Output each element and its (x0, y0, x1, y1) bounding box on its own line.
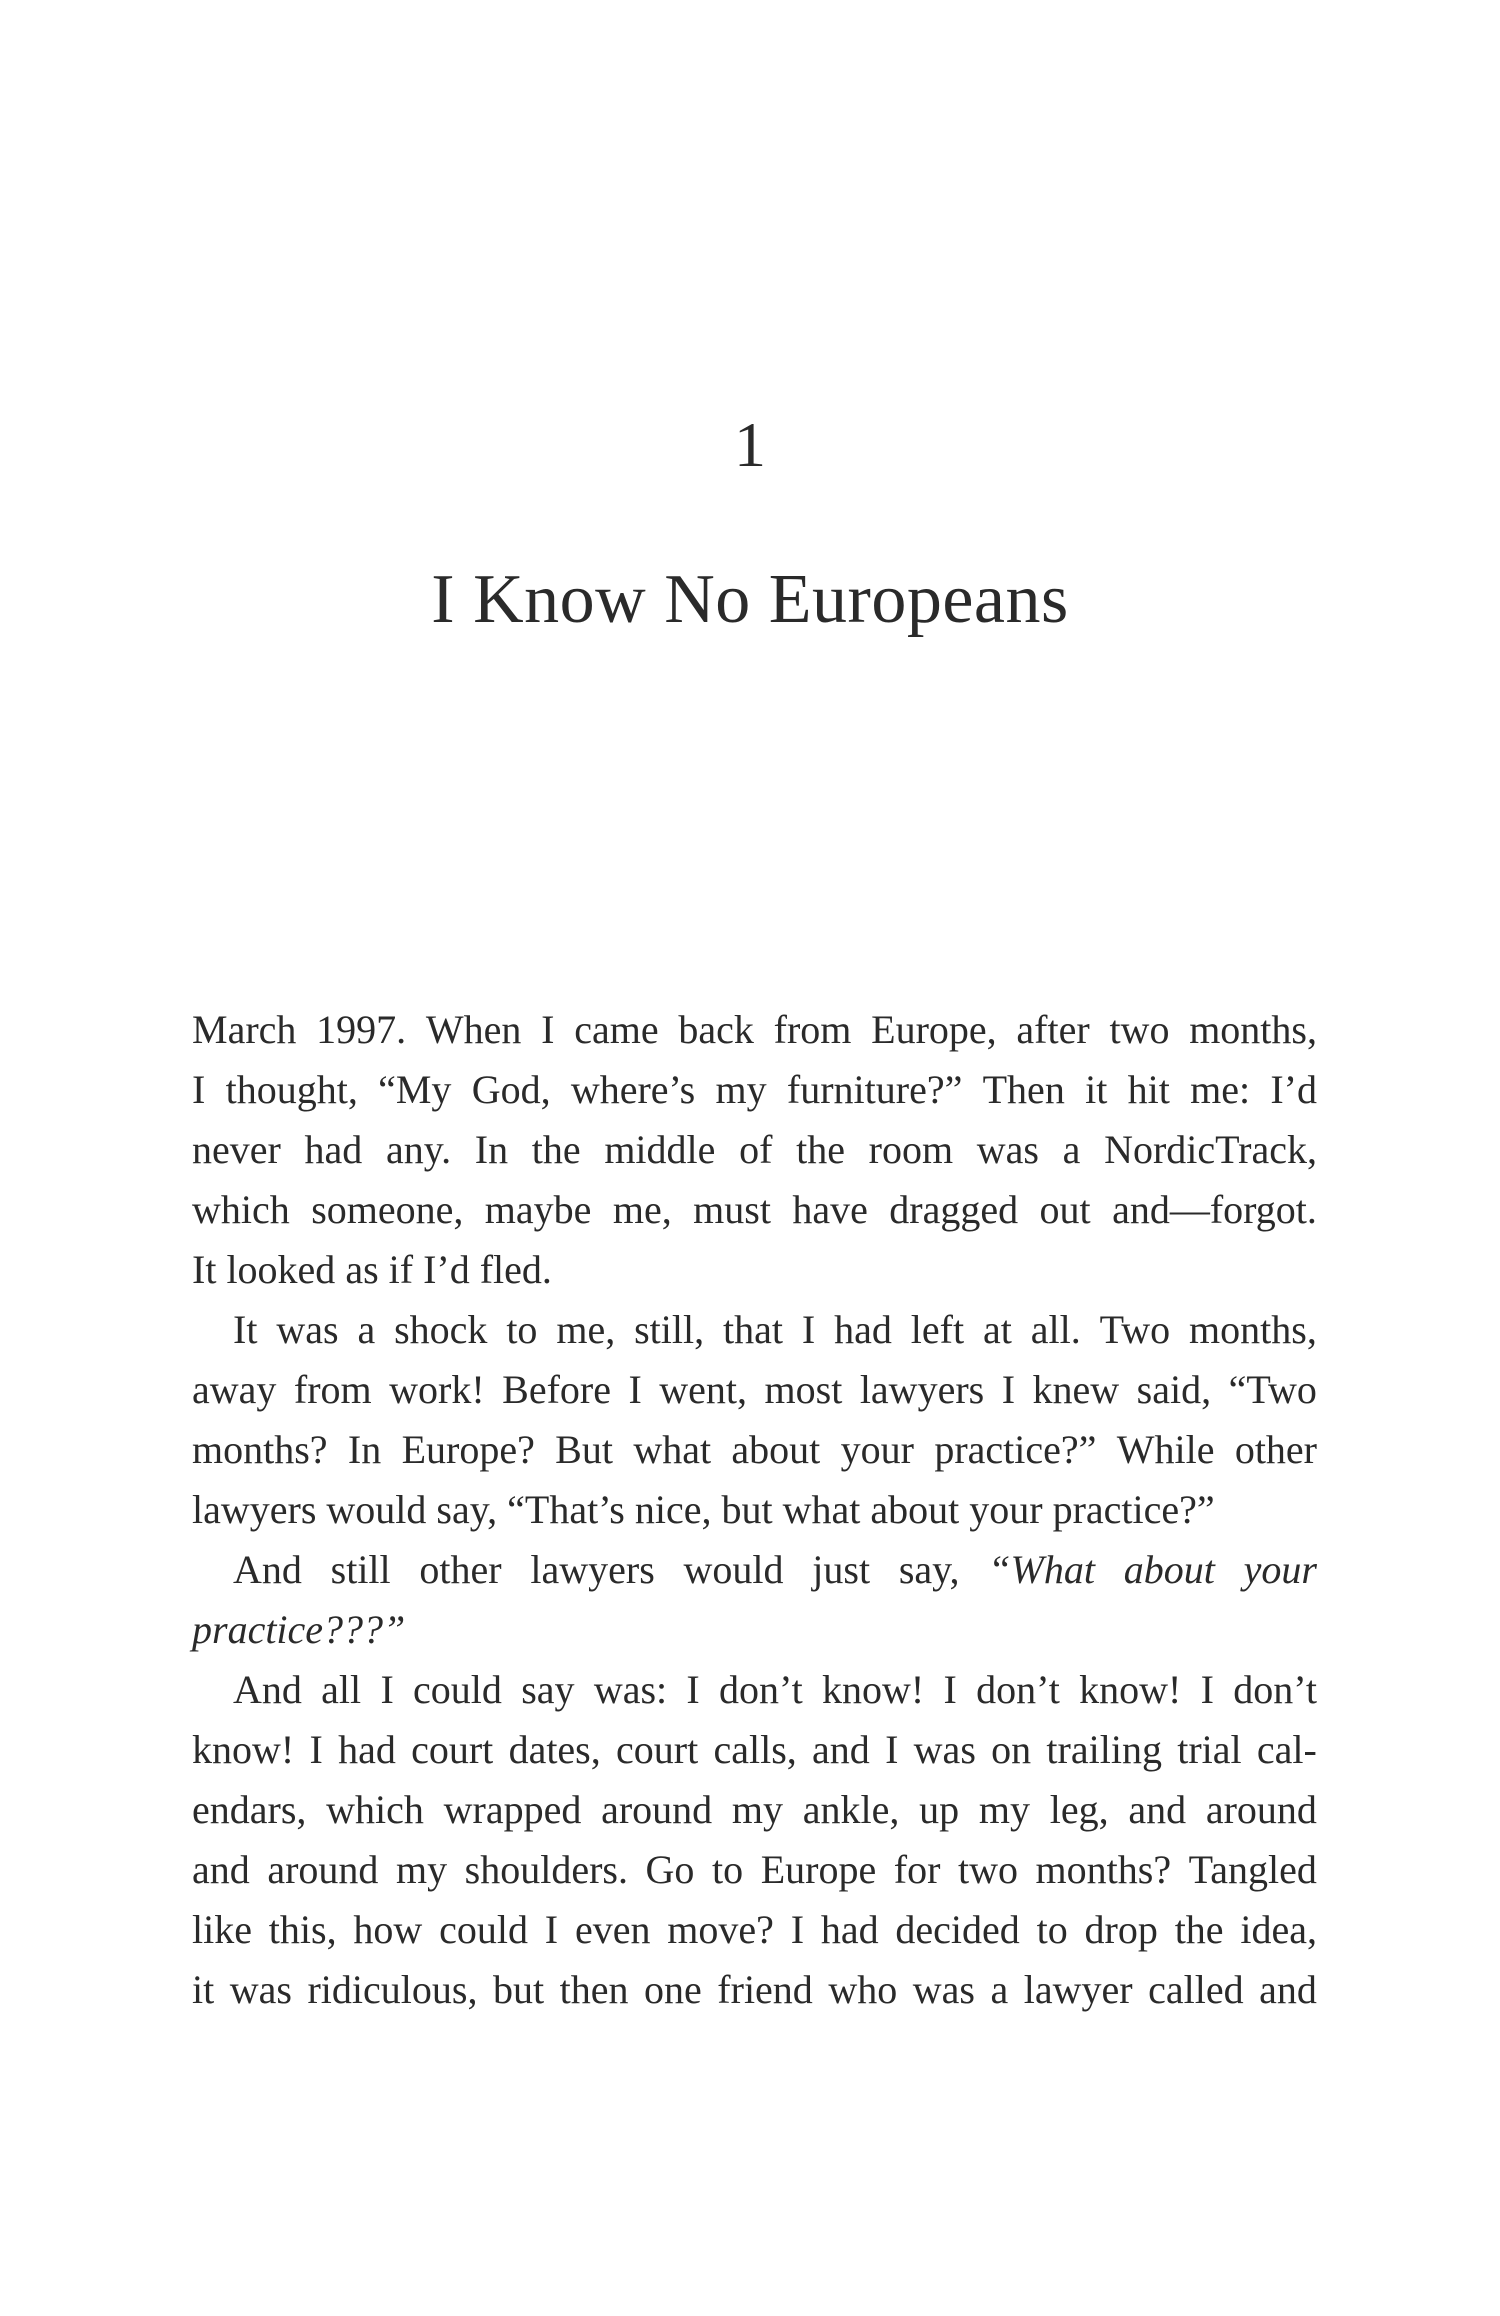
word: your (969, 1487, 1043, 1532)
word: around (267, 1847, 379, 1892)
word: to (712, 1847, 744, 1892)
word: still, (634, 1307, 705, 1352)
word: away (192, 1367, 277, 1412)
word: at (982, 1307, 1012, 1352)
word: the (531, 1127, 581, 1172)
word: months? (1035, 1847, 1172, 1892)
text-line (192, 1480, 1317, 1540)
word: then (559, 1967, 629, 2012)
word: months, (1189, 1007, 1317, 1052)
word: one (644, 1967, 702, 2012)
word: about (870, 1487, 960, 1532)
word: trailing (1046, 1727, 1162, 1772)
word: said, (1136, 1367, 1212, 1412)
word: practice?” (934, 1427, 1097, 1472)
word: would (326, 1487, 427, 1532)
text-line (192, 1120, 1317, 1180)
word: from (293, 1367, 372, 1412)
word: months, (1189, 1307, 1317, 1352)
word: which (192, 1187, 290, 1232)
word: me: (1190, 1067, 1251, 1112)
word: knew (1032, 1367, 1120, 1412)
word: other (1234, 1427, 1317, 1472)
word: dragged (889, 1187, 1019, 1232)
word: fled. (479, 1247, 552, 1292)
word: was (976, 1127, 1039, 1172)
word: a (1062, 1127, 1081, 1172)
word: me, (556, 1307, 616, 1352)
word: out (1039, 1187, 1091, 1232)
word: say (521, 1667, 575, 1712)
word: had (304, 1127, 363, 1172)
word: all (321, 1667, 362, 1712)
word: around (1205, 1787, 1317, 1832)
word: two (957, 1847, 1018, 1892)
word: this, (268, 1907, 337, 1952)
word: “What (988, 1547, 1095, 1592)
word: my (395, 1847, 448, 1892)
word: Tangled (1188, 1847, 1317, 1892)
word: calls, (713, 1727, 797, 1772)
word: I (686, 1667, 700, 1712)
text-line (192, 1060, 1317, 1120)
word: to (506, 1307, 538, 1352)
word: Europe (760, 1847, 877, 1892)
word: but (721, 1487, 773, 1532)
word: after (1016, 1007, 1090, 1052)
word: and (1259, 1967, 1317, 2012)
word: say, (898, 1547, 960, 1592)
text-line (192, 1660, 1317, 1720)
word: like (192, 1907, 252, 1952)
word: around (601, 1787, 713, 1832)
word: about (1123, 1547, 1215, 1592)
word: Before (502, 1367, 611, 1412)
word: I (790, 1907, 805, 1952)
word: never (192, 1127, 281, 1172)
word: I’d (1270, 1067, 1317, 1112)
word: dates, (508, 1727, 601, 1772)
word: what (633, 1427, 712, 1472)
word: I (943, 1667, 957, 1712)
word: must (693, 1187, 771, 1232)
word: me, (612, 1187, 672, 1232)
word: about (731, 1427, 821, 1472)
word: leg, (1049, 1787, 1109, 1832)
word: who (828, 1967, 898, 2012)
word: went, (659, 1367, 748, 1412)
word: “Two (1228, 1367, 1317, 1412)
word: and (1128, 1787, 1187, 1832)
word: all. (1030, 1307, 1081, 1352)
word: to (1036, 1907, 1068, 1952)
text-line (192, 1240, 1317, 1300)
text-line (192, 1600, 1317, 1660)
word: two (1109, 1007, 1170, 1052)
word: NordicTrack, (1104, 1127, 1317, 1172)
word: I (1001, 1367, 1016, 1412)
word: still (330, 1547, 391, 1592)
word: wrapped (443, 1787, 582, 1832)
word: move? (667, 1907, 774, 1952)
word: I (309, 1727, 323, 1772)
word: work! (389, 1367, 485, 1412)
text-line (192, 1960, 1317, 2020)
word: how (353, 1907, 423, 1952)
word: don’t (976, 1667, 1060, 1712)
word: In (474, 1127, 509, 1172)
word: While (1116, 1427, 1215, 1472)
text-line (192, 1360, 1317, 1420)
text-line (192, 1540, 1317, 1600)
word: shoulders. (464, 1847, 628, 1892)
word: other (419, 1547, 502, 1592)
text-line (192, 1900, 1317, 1960)
text-line (192, 1300, 1317, 1360)
word: I (801, 1307, 816, 1352)
word: and (192, 1847, 250, 1892)
word: middle (604, 1127, 716, 1172)
word: your (840, 1427, 914, 1472)
word: I (192, 1067, 206, 1112)
word: on (991, 1727, 1032, 1772)
word: know! (1079, 1667, 1182, 1712)
word: And (233, 1547, 302, 1592)
word: most (764, 1367, 843, 1412)
word: I (885, 1727, 899, 1772)
word: as (345, 1247, 379, 1292)
word: and (812, 1727, 870, 1772)
word: if (388, 1247, 414, 1292)
word: Go (645, 1847, 695, 1892)
word: I (1200, 1667, 1214, 1712)
word: thought, (225, 1067, 358, 1112)
word: but (492, 1967, 545, 2012)
chapter-body-text (192, 1000, 1317, 2020)
word: ankle, (802, 1787, 900, 1832)
word: I (544, 1907, 559, 1952)
word: months? (192, 1427, 328, 1472)
word: It (192, 1247, 217, 1292)
word: say, (436, 1487, 498, 1532)
word: even (574, 1907, 651, 1952)
word: hit (1127, 1067, 1170, 1112)
word: and—forgot. (1112, 1187, 1317, 1232)
word: it (1085, 1067, 1108, 1112)
word: I’d (423, 1247, 470, 1292)
word: lawyers (530, 1547, 655, 1592)
word: came (574, 1007, 659, 1052)
chapter-number: 1 (734, 409, 766, 480)
word: from (773, 1007, 852, 1052)
word: lawyers (192, 1487, 317, 1532)
word: court (411, 1727, 494, 1772)
word: the (796, 1127, 845, 1172)
word: God, (471, 1067, 551, 1112)
word: furniture?” (786, 1067, 963, 1112)
word: nice, (634, 1487, 712, 1532)
word: When (425, 1007, 522, 1052)
word: know! (192, 1727, 295, 1772)
word: court (616, 1727, 699, 1772)
word: had (338, 1727, 396, 1772)
word: don’t (719, 1667, 803, 1712)
word: was (276, 1307, 339, 1352)
word: And (233, 1667, 302, 1712)
word: know! (822, 1667, 925, 1712)
word: March (192, 1007, 297, 1052)
word: someone, (311, 1187, 464, 1232)
word: my (731, 1787, 784, 1832)
word: had (834, 1307, 892, 1352)
word: I (628, 1367, 642, 1412)
word: lawyer (1023, 1967, 1133, 2012)
word: my (715, 1067, 767, 1112)
text-line (192, 1420, 1317, 1480)
text-line (192, 1720, 1317, 1780)
word: left (910, 1307, 965, 1352)
word: It (233, 1307, 258, 1352)
word: would (683, 1547, 784, 1592)
text-line (192, 1840, 1317, 1900)
word: had (820, 1907, 879, 1952)
word: Europe, (871, 1007, 997, 1052)
word: In (347, 1427, 382, 1472)
word: “That’s (507, 1487, 625, 1532)
word: “My (378, 1067, 452, 1112)
word: where’s (570, 1067, 696, 1112)
word: looked (226, 1247, 336, 1292)
word: decided (895, 1907, 1020, 1952)
word: friend (717, 1967, 813, 2012)
word: back (678, 1007, 754, 1052)
word: could (413, 1667, 502, 1712)
word: ridiculous, (307, 1967, 478, 2012)
word: your (1243, 1547, 1317, 1592)
word: was (912, 1967, 975, 2012)
word: any. (385, 1127, 452, 1172)
word: my (978, 1787, 1030, 1832)
word: the (1174, 1907, 1224, 1952)
chapter-title: I Know No Europeans (431, 561, 1069, 638)
word: a (357, 1307, 376, 1352)
word: Then (982, 1067, 1065, 1112)
word: room (868, 1127, 954, 1172)
word: of (739, 1127, 773, 1172)
word: But (555, 1427, 613, 1472)
word: practice???” (192, 1607, 406, 1652)
word: practice?” (1052, 1487, 1215, 1532)
word: it (192, 1967, 215, 2012)
text-line (192, 1780, 1317, 1840)
word: a (990, 1967, 1009, 2012)
text-line (192, 1180, 1317, 1240)
word: what (782, 1487, 861, 1532)
word: don’t (1233, 1667, 1317, 1712)
word: Two (1099, 1307, 1171, 1352)
word: lawyers (859, 1367, 985, 1412)
text-line (192, 1000, 1317, 1060)
word: 1997. (316, 1007, 407, 1052)
word: for (893, 1847, 941, 1892)
word: that (723, 1307, 783, 1352)
word: up (919, 1787, 960, 1832)
word: endars, (192, 1787, 307, 1832)
word: was (913, 1727, 976, 1772)
word: have (792, 1187, 868, 1232)
word: maybe (484, 1187, 592, 1232)
word: I (380, 1667, 394, 1712)
word: drop (1084, 1907, 1158, 1952)
word: was (229, 1967, 292, 2012)
word: was: (593, 1667, 668, 1712)
word: I (541, 1007, 555, 1052)
word: cal- (1256, 1727, 1317, 1772)
word: idea, (1240, 1907, 1317, 1952)
word: just (812, 1547, 871, 1592)
word: shock (394, 1307, 488, 1352)
word: could (439, 1907, 528, 1952)
word: Europe? (401, 1427, 535, 1472)
word: trial (1177, 1727, 1242, 1772)
word: which (326, 1787, 424, 1832)
word: called (1148, 1967, 1244, 2012)
